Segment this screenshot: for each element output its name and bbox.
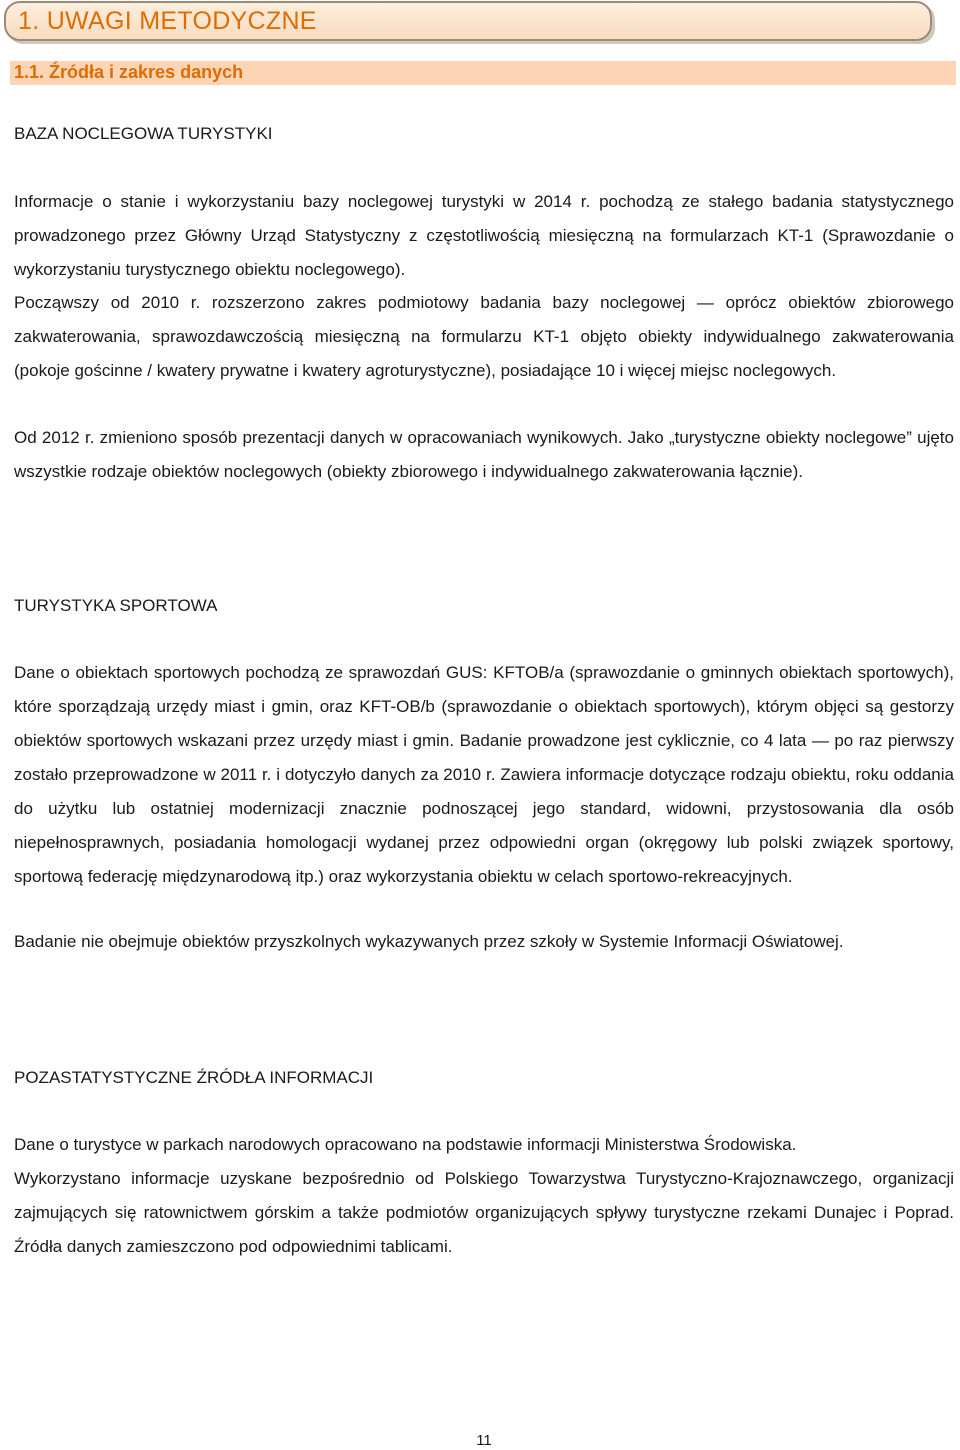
section-title: 1.1. Źródła i zakres danych xyxy=(14,62,244,82)
page-number: 11 xyxy=(476,1432,492,1449)
chapter-banner xyxy=(4,1,932,41)
paragraph-baza-3: Od 2012 r. zmieniono sposób prezentacji danych w opracowaniach wynikowych. Jako „turystyczne obiekty noclegowe” ujęto wszystkie rodzaje obiektów noclegowych (obiekty zbiorowego i indywidualnego zakwaterowania łącznie). xyxy=(14,428,954,481)
paragraph-pozastat-2: Wykorzystano informacje uzyskane bezpośrednio od Polskiego Towarzystwa Turystyczno-Krajoznawczego, organizacji zajmujących się ratownictwem górskim a także podmiotów organizujących spływy turystyczne rzekami Dunajec i Poprad. Źródła danych zamieszczono pod odpowiednimi tablicami. xyxy=(14,1169,954,1256)
heading-pozastatystyczne-zrodla: POZASTATYSTYCZNE ŹRÓDŁA INFORMACJI xyxy=(14,1068,374,1087)
heading-turystyka-sportowa: TURYSTYKA SPORTOWA xyxy=(14,596,218,615)
chapter-title: 1. UWAGI METODYCZNE xyxy=(18,7,317,35)
paragraph-baza-1: Informacje o stanie i wykorzystaniu bazy noclegowej turystyki w 2014 r. pochodzą ze stałego badania statystycznego prowadzonego przez Główny Urząd Statystyczny z częstotliwością miesięczną na formularzach KT-1 (Sprawozdanie o wykorzystaniu turystycznego obiektu noclegowego). xyxy=(14,192,954,279)
paragraph-baza-2: Począwszy od 2010 r. rozszerzono zakres podmiotowy badania bazy noclegowej — oprócz obiektów zbiorowego zakwaterowania, sprawozdawczością miesięczną na formularzu KT-1 objęto obiekty indywidualnego zakwaterowania (pokoje gościnne / kwatery prywatne i kwatery agroturystyczne), posiadające 10 i więcej miejsc noclegowych. xyxy=(14,293,954,380)
section-bar xyxy=(10,61,956,85)
paragraph-sport-2: Badanie nie obejmuje obiektów przyszkolnych wykazywanych przez szkoły w Systemie Informacji Oświatowej. xyxy=(14,932,844,951)
paragraph-sport-1: Dane o obiektach sportowych pochodzą ze sprawozdań GUS: KFTOB/a (sprawozdanie o gminnych obiektach sportowych), które sporządzają urzędy miast i gmin, oraz KFT-OB/b (sprawozdanie o obiektach sportowych), którym objęci są gestorzy obiektów sportowych wskazani przez urzędy miast i gmin. Badanie prowadzone jest cyklicznie, co 4 lata — po raz pierwszy zostało przeprowadzone w 2011 r. i dotyczyło danych za 2010 r. Zawiera informacje dotyczące rodzaju obiektu, roku oddania do użytku lub ostatniej modernizacji znacznie podnoszącej jego standard, widowni, przystosowania dla osób niepełnosprawnych, posiadania homologacji wydanej przez odpowiedni organ (okręgowy lub polski związek sportowy, sportową federację międzynarodową itp.) oraz wykorzystania obiektu w celach sportowo-rekreacyjnych. xyxy=(14,663,954,886)
paragraph-pozastat-1: Dane o turystyce w parkach narodowych opracowano na podstawie informacji Ministerstwa Środowiska. xyxy=(14,1135,797,1154)
heading-baza-noclegowa: BAZA NOCLEGOWA TURYSTYKI xyxy=(14,124,273,143)
